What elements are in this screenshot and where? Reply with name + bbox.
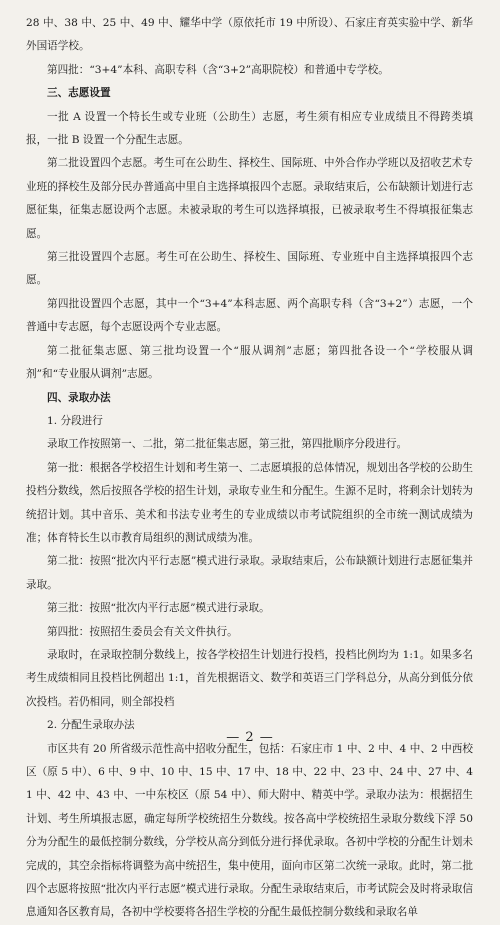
section-heading-volunteer-settings: 三、志愿设置 — [47, 87, 111, 100]
paragraph-fourth-batch-schools: 第四批：“3+4”本科、高职专科（含“3+2”高职院校）和普通中专学校。 — [47, 63, 389, 76]
subheading-allocated-students: 2. 分配生录取办法 — [47, 719, 135, 732]
paragraph-admission-order: 录取工作按照第一、二批，第二批征集志愿，第三批，第四批顺序分段进行。 — [47, 438, 408, 451]
paragraph-allocated-students-method: 市区共有 20 所省级示范性高中招收分配生，包括：石家庄市 1 中、2 中、4 中、2 中西校区（原 5 中）、6 中、9 中、10 中、15 中、17 中、18 中、22 中、23 中、24 中、27 中、41 中、42 中、43 中、一中东校区（原 54 中）、师大附中、精英中学。录取办法为：根据招生计划、考生所填报志愿，确定每所学校统招生分数线。按各高中学校统招生录取分数线下浮 50 分为分配生的最低控制分数线，分学校从高分到低分进行择优录取。各初中学校的分配生计划未完成的，其空余指标将调整为高中统招生，集中使用，面向市区第二次统一录取。此时，第二批四个志愿将按照“批次内平行志愿”模式进行录取。分配生录取结束后，市考试院会及时将录取信息通知各区教育局，各初中学校要将各招生学校的分配生最低控制分数线和录取名单 — [26, 742, 473, 919]
page-number: — 2 — — [226, 730, 274, 745]
paragraph-filing-ratio: 录取时，在录取控制分数线上，按各学校招生计划进行投档，投档比例均为 1:1。如果多名考生成绩相同且投档比例超出 1:1，首先根据语文、数学和英语三门学科总分，从高分到低分依次投档。若仍相同，则全部投档 — [26, 648, 473, 708]
paragraph-batch-three-volunteers: 第三批设置四个志愿。考生可在公助生、择校生、国际班、专业班中自主选择填报四个志愿。 — [26, 251, 473, 287]
paragraph-batch-one-volunteers: 一批 A 设置一个特长生或专业班（公助生）志愿，考生须有相应专业成绩且不得跨类填报，一批 B 设置一个分配生志愿。 — [26, 110, 473, 147]
paragraph-second-batch-admission: 第二批：按照“批次内平行志愿”模式进行录取。录取结束后，公布缺额计划进行志愿征集并录取。 — [26, 555, 473, 591]
subheading-staged-admission: 1. 分段进行 — [47, 414, 103, 427]
paragraph-school-list-end: 28 中、38 中、25 中、49 中、耀华中学（原依托市 19 中所设）、石家庄育英实验中学、新华外国语学校。 — [26, 17, 473, 53]
paragraph-fourth-batch-admission: 第四批：按照招生委员会有关文件执行。 — [47, 625, 238, 638]
paragraph-batch-four-volunteers: 第四批设置四个志愿，其中一个“3+4”本科志愿、两个高职专科（含“3+2”）志愿，一个普通中专志愿，每个志愿设两个专业志愿。 — [26, 297, 473, 334]
paragraph-first-batch-admission: 第一批：根据各学校招生计划和考生第一、二志愿填报的总体情况，规划出各学校的公助生投档分数线，然后按照各学校的招生计划，录取专业生和分配生。生源不足时，将剩余计划转为统招计划。其中音乐、美术和书法专业考生的专业成绩以市考试院组织的全市统一测试成绩为准；体育特长生以市教育局组织的测试成绩为准。 — [26, 461, 473, 544]
section-heading-admission-methods: 四、录取办法 — [47, 391, 111, 404]
paragraph-adjustment-volunteers: 第二批征集志愿、第三批均设置一个“服从调剂”志愿；第四批各设一个“学校服从调剂”和“专业服从调剂”志愿。 — [26, 344, 473, 381]
paragraph-third-batch-admission: 第三批：按照“批次内平行志愿”模式进行录取。 — [47, 602, 270, 615]
paragraph-batch-two-volunteers: 第二批设置四个志愿。考生可在公助生、择校生、国际班、中外合作办学班以及招收艺术专业班的择校生及部分民办普通高中里自主选择填报四个志愿。录取结束后，公布缺额计划进行志愿征集，征集志愿设两个志愿。未被录取的考生可以选择填报，已被录取考生不得填报征集志愿。 — [26, 157, 473, 240]
